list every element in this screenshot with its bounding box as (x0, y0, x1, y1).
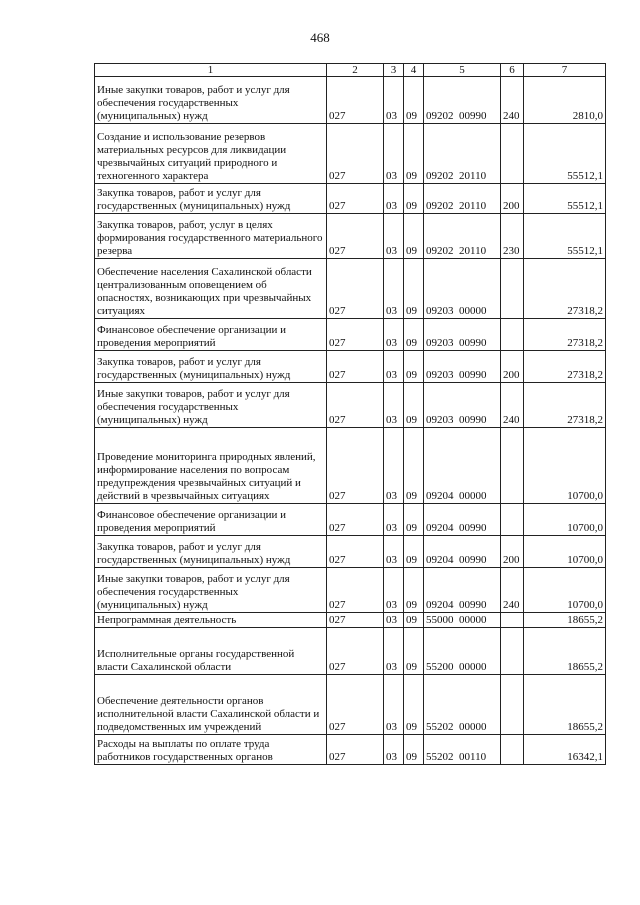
chapter-code: 027 (327, 319, 384, 351)
section-code: 03 (384, 319, 404, 351)
chapter-code: 027 (327, 613, 384, 628)
subsection-code: 09 (404, 568, 424, 613)
expense-type-code: 200 (501, 536, 524, 568)
amount-value: 27318,2 (524, 319, 606, 351)
target-article-code: 09204 00000 (424, 428, 501, 504)
target-article-code: 09202 20110 (424, 124, 501, 184)
chapter-code: 027 (327, 259, 384, 319)
subsection-code: 09 (404, 319, 424, 351)
row-description: Создание и использование резервов материальных ресурсов для ликвидации чрезвычайных ситуаций природного и техногенного характера (95, 124, 327, 184)
target-article-code: 55200 00000 (424, 628, 501, 675)
expense-type-code (501, 124, 524, 184)
expense-type-code: 200 (501, 184, 524, 214)
row-description: Проведение мониторинга природных явлений, информирование населения по вопросам предупреждения чрезвычайных ситуаций и действий в чрезвычайных ситуациях (95, 428, 327, 504)
row-description: Финансовое обеспечение организации и проведения мероприятий (95, 504, 327, 536)
section-code: 03 (384, 383, 404, 428)
section-code: 03 (384, 628, 404, 675)
page-number: 468 (310, 30, 330, 45)
amount-value: 16342,1 (524, 735, 606, 765)
subsection-code: 09 (404, 536, 424, 568)
subsection-code: 09 (404, 675, 424, 735)
target-article-code: 09204 00990 (424, 504, 501, 536)
chapter-code: 027 (327, 351, 384, 383)
target-article-code: 09203 00990 (424, 383, 501, 428)
amount-value: 27318,2 (524, 259, 606, 319)
chapter-code: 027 (327, 675, 384, 735)
subsection-code: 09 (404, 184, 424, 214)
subsection-code: 09 (404, 613, 424, 628)
target-article-code: 09202 00990 (424, 77, 501, 124)
chapter-code: 027 (327, 184, 384, 214)
amount-value: 55512,1 (524, 124, 606, 184)
column-header: 6 (501, 64, 524, 77)
target-article-code: 09203 00990 (424, 319, 501, 351)
row-description: Иные закупки товаров, работ и услуг для обеспечения государственных (муниципальных) нужд (95, 383, 327, 428)
subsection-code: 09 (404, 124, 424, 184)
chapter-code: 027 (327, 536, 384, 568)
column-header: 1 (95, 64, 327, 77)
chapter-code: 027 (327, 383, 384, 428)
subsection-code: 09 (404, 628, 424, 675)
row-description: Финансовое обеспечение организации и проведения мероприятий (95, 319, 327, 351)
section-code: 03 (384, 735, 404, 765)
table-row (95, 319, 606, 351)
amount-value: 18655,2 (524, 628, 606, 675)
expense-type-code (501, 319, 524, 351)
row-description: Закупка товаров, работ, услуг в целях формирования государственного материального резерва (95, 214, 327, 259)
chapter-code: 027 (327, 628, 384, 675)
table-row (95, 504, 606, 536)
amount-value: 27318,2 (524, 383, 606, 428)
table-row (95, 735, 606, 765)
subsection-code: 09 (404, 77, 424, 124)
table-row (95, 613, 606, 628)
section-code: 03 (384, 613, 404, 628)
row-description: Закупка товаров, работ и услуг для государственных (муниципальных) нужд (95, 536, 327, 568)
row-description: Обеспечение населения Сахалинской области централизованным оповещением об опасностях, возникающих при чрезвычайных ситуациях (95, 259, 327, 319)
table-row (95, 259, 606, 319)
target-article-code: 09204 00990 (424, 536, 501, 568)
target-article-code: 55000 00000 (424, 613, 501, 628)
amount-value: 18655,2 (524, 613, 606, 628)
amount-value: 10700,0 (524, 568, 606, 613)
column-header: 3 (384, 64, 404, 77)
expense-type-code: 230 (501, 214, 524, 259)
target-article-code: 09203 00990 (424, 351, 501, 383)
subsection-code: 09 (404, 428, 424, 504)
row-description: Исполнительные органы государственной власти Сахалинской области (95, 628, 327, 675)
amount-value: 27318,2 (524, 351, 606, 383)
target-article-code: 09202 20110 (424, 184, 501, 214)
amount-value: 55512,1 (524, 184, 606, 214)
table-row (95, 77, 606, 124)
expense-type-code (501, 628, 524, 675)
subsection-code: 09 (404, 383, 424, 428)
table-row (95, 383, 606, 428)
table-row (95, 628, 606, 675)
section-code: 03 (384, 259, 404, 319)
row-description: Расходы на выплаты по оплате труда работников государственных органов (95, 735, 327, 765)
chapter-code: 027 (327, 568, 384, 613)
chapter-code: 027 (327, 428, 384, 504)
subsection-code: 09 (404, 351, 424, 383)
table-row (95, 214, 606, 259)
row-description: Иные закупки товаров, работ и услуг для обеспечения государственных (муниципальных) нужд (95, 77, 327, 124)
table-row (95, 351, 606, 383)
subsection-code: 09 (404, 735, 424, 765)
expense-type-code: 240 (501, 568, 524, 613)
target-article-code: 09202 20110 (424, 214, 501, 259)
section-code: 03 (384, 675, 404, 735)
row-description: Непрограммная деятельность (95, 613, 327, 628)
row-description: Закупка товаров, работ и услуг для государственных (муниципальных) нужд (95, 351, 327, 383)
table-row (95, 184, 606, 214)
amount-value: 10700,0 (524, 536, 606, 568)
amount-value: 10700,0 (524, 504, 606, 536)
amount-value: 2810,0 (524, 77, 606, 124)
chapter-code: 027 (327, 77, 384, 124)
table-row (95, 536, 606, 568)
table-row (95, 428, 606, 504)
expense-type-code (501, 735, 524, 765)
expense-type-code (501, 259, 524, 319)
column-header: 7 (524, 64, 606, 77)
amount-value: 18655,2 (524, 675, 606, 735)
chapter-code: 027 (327, 735, 384, 765)
chapter-code: 027 (327, 214, 384, 259)
row-description: Закупка товаров, работ и услуг для государственных (муниципальных) нужд (95, 184, 327, 214)
budget-table (94, 63, 606, 765)
table-row (95, 124, 606, 184)
section-code: 03 (384, 184, 404, 214)
column-header: 5 (424, 64, 501, 77)
target-article-code: 09203 00000 (424, 259, 501, 319)
section-code: 03 (384, 77, 404, 124)
section-code: 03 (384, 428, 404, 504)
amount-value: 10700,0 (524, 428, 606, 504)
subsection-code: 09 (404, 259, 424, 319)
expense-type-code (501, 504, 524, 536)
row-description: Обеспечение деятельности органов исполнительной власти Сахалинской области и подведомственных им учреждений (95, 675, 327, 735)
subsection-code: 09 (404, 214, 424, 259)
target-article-code: 55202 00110 (424, 735, 501, 765)
section-code: 03 (384, 568, 404, 613)
row-description: Иные закупки товаров, работ и услуг для обеспечения государственных (муниципальных) нужд (95, 568, 327, 613)
section-code: 03 (384, 504, 404, 536)
chapter-code: 027 (327, 504, 384, 536)
expense-type-code (501, 675, 524, 735)
expense-type-code (501, 428, 524, 504)
chapter-code: 027 (327, 124, 384, 184)
column-header: 4 (404, 64, 424, 77)
column-header: 2 (327, 64, 384, 77)
section-code: 03 (384, 351, 404, 383)
subsection-code: 09 (404, 504, 424, 536)
expense-type-code: 240 (501, 77, 524, 124)
target-article-code: 09204 00990 (424, 568, 501, 613)
column-header-row (95, 64, 606, 77)
amount-value: 55512,1 (524, 214, 606, 259)
expense-type-code: 200 (501, 351, 524, 383)
expense-type-code (501, 613, 524, 628)
table-row (95, 568, 606, 613)
table-row (95, 675, 606, 735)
section-code: 03 (384, 124, 404, 184)
section-code: 03 (384, 214, 404, 259)
section-code: 03 (384, 536, 404, 568)
target-article-code: 55202 00000 (424, 675, 501, 735)
expense-type-code: 240 (501, 383, 524, 428)
